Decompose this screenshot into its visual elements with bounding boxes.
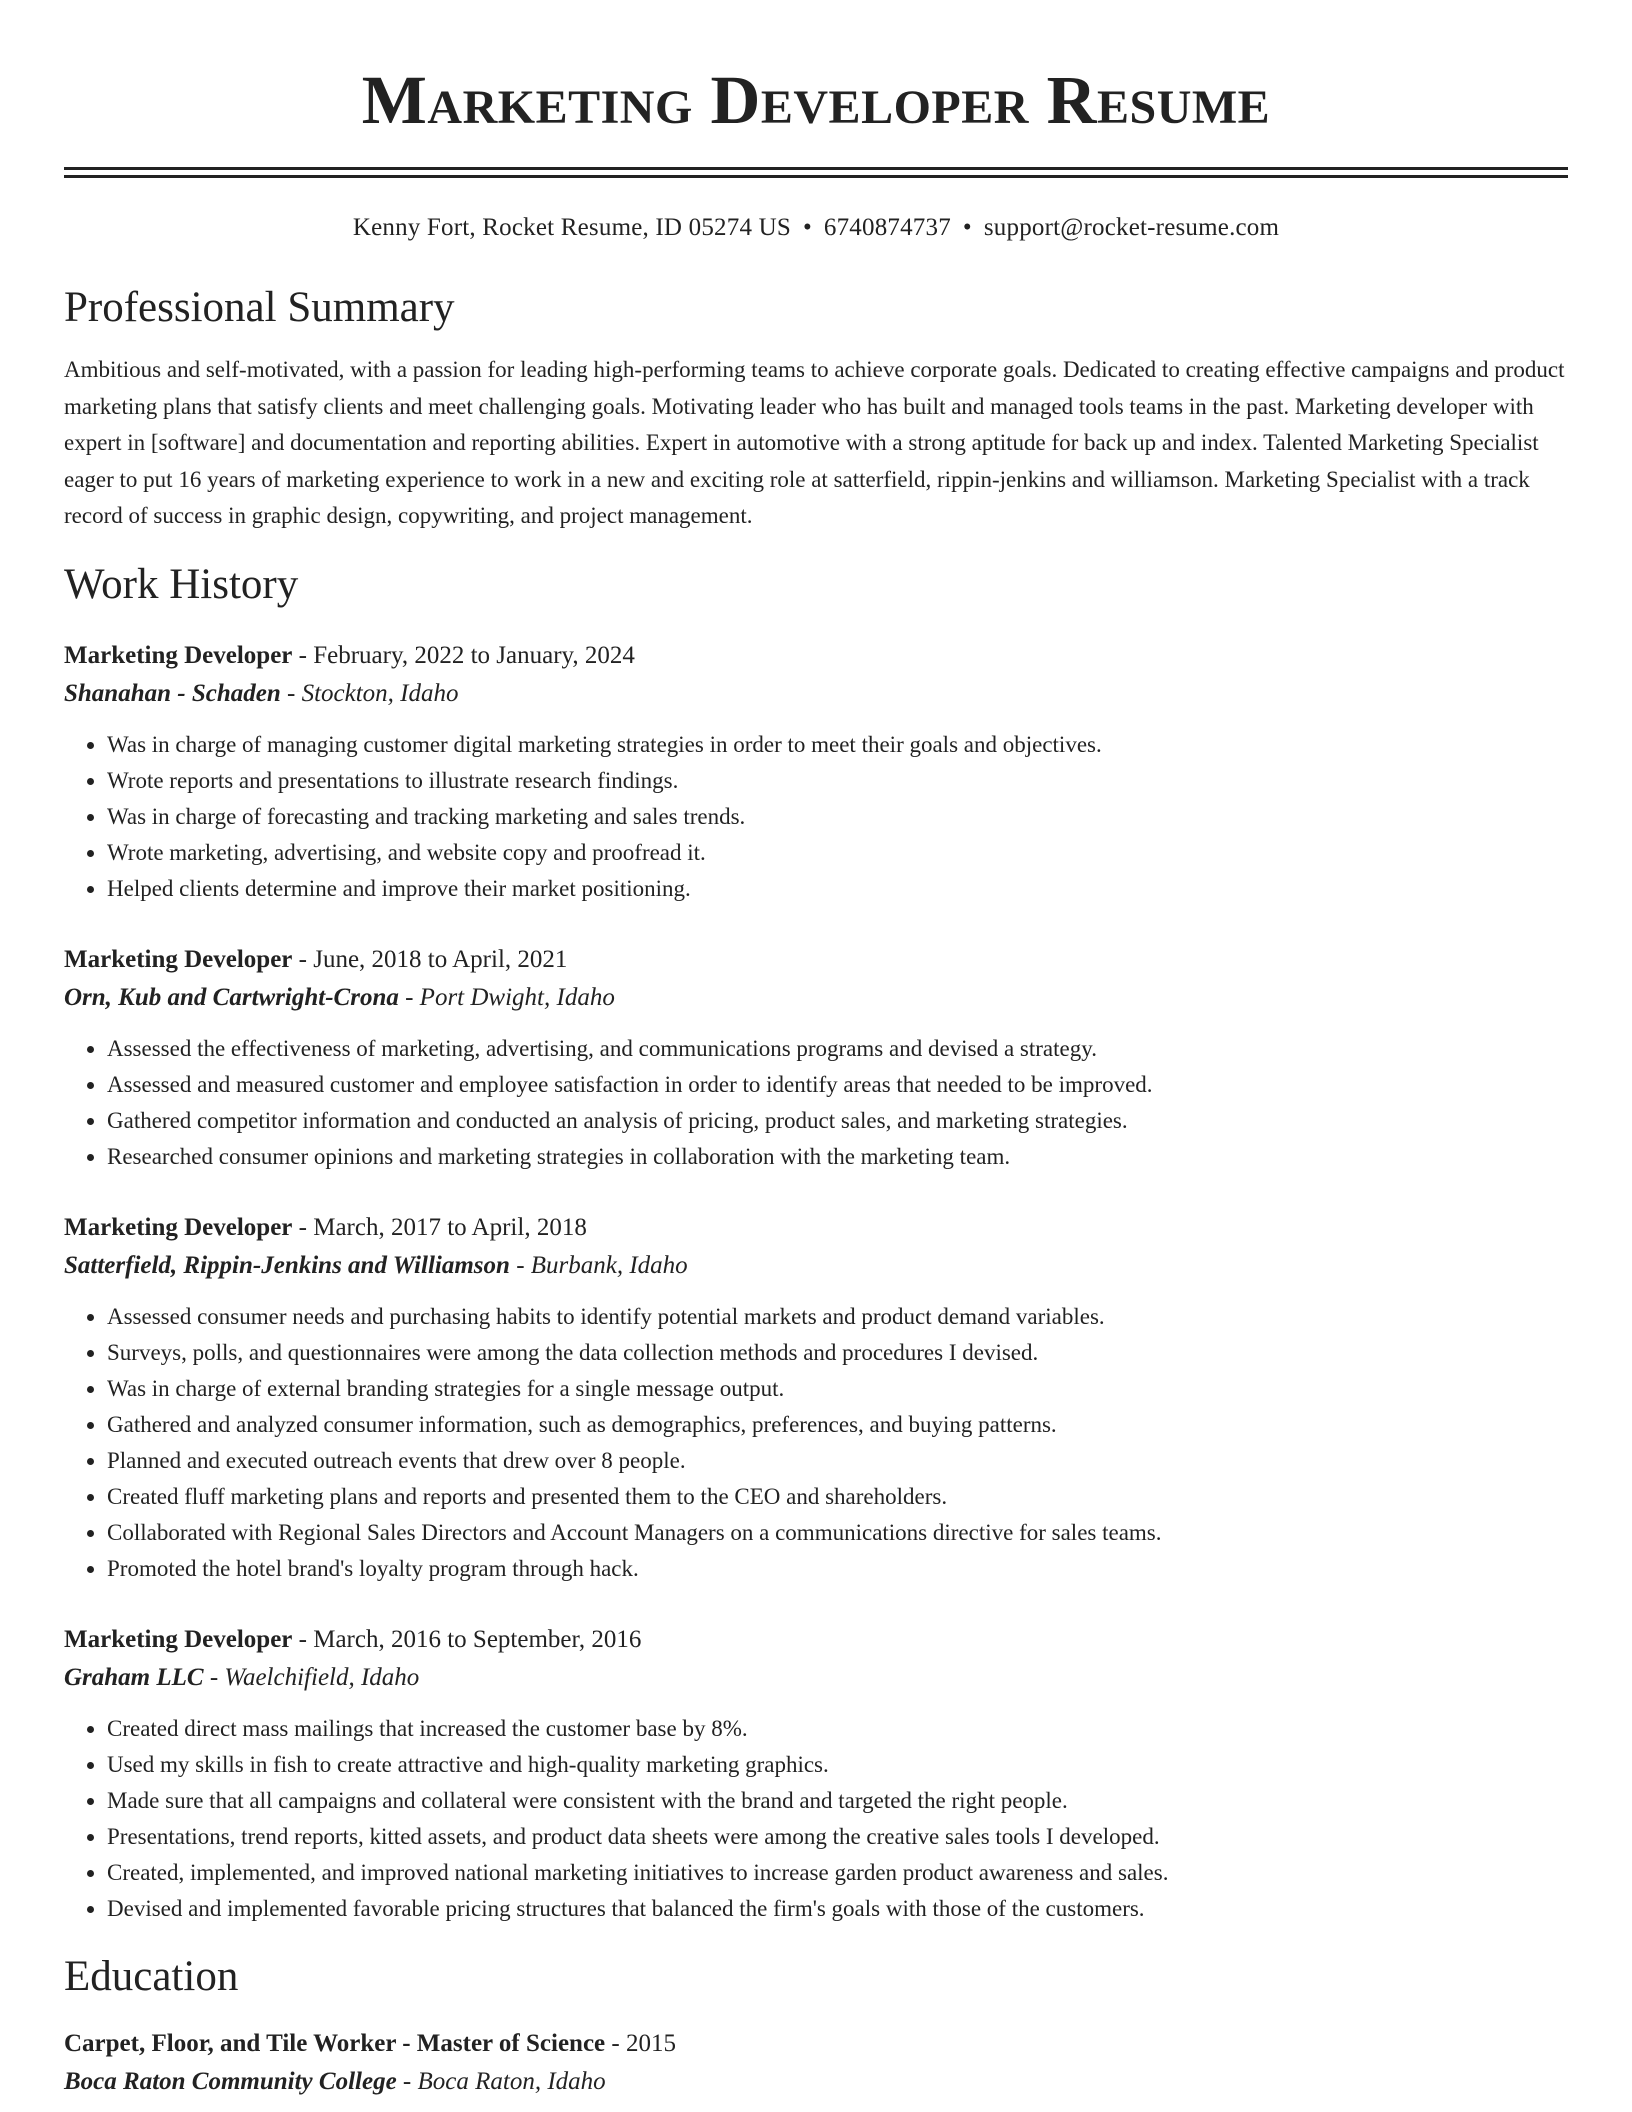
job-bullet: • Created direct mass mailings that increased the customer base by 8%.: [107, 1711, 1568, 1747]
resume-page: [64, 0, 1568, 2101]
job-bullet: • Wrote marketing, advertising, and website copy and proofread it.: [107, 835, 1568, 871]
job-bullet: • Was in charge of managing customer digital marketing strategies in order to meet their goals and objectives.: [107, 727, 1568, 763]
education-degree-line: [64, 2025, 1568, 2063]
summary-text: Ambitious and self-motivated, with a passion for leading high-performing teams to achieve corporate goals. Dedicated to creating effective campaigns and product marketing plans that satisfy clients and meet challenging goals. Motivating leader who has built and managed tools teams in the past. Marketing developer with expert in [software] and documentation and reporting abilities. Expert in automotive with a strong aptitude for back up and index. Talented Marketing Specialist eager to put 16 years of marketing experience to work in a new and exciting role at satterfield, rippin-jenkins and williamson. Marketing Specialist with a track record of success in graphic design, copywriting, and project management.: [64, 357, 1565, 528]
job-bullet: • Used my skills in fish to create attractive and high-quality marketing graphics.: [107, 1747, 1568, 1783]
job-entry: [64, 637, 1568, 907]
job-bullet: • Assessed and measured customer and employee satisfaction in order to identify areas that needed to be improved.: [107, 1067, 1568, 1103]
job-company: Shanahan - Schaden: [64, 679, 281, 707]
job-bullet: • Was in charge of external branding strategies for a single message output.: [107, 1371, 1568, 1407]
job-title-line: [64, 1209, 1568, 1247]
education-school: Boca Raton Community College: [64, 2067, 397, 2095]
job-role: Marketing Developer: [64, 1625, 293, 1653]
job-location: - Port Dwight, Idaho: [398, 983, 615, 1011]
job-dates: - March, 2016 to September, 2016: [292, 1625, 642, 1653]
job-company: Graham LLC: [64, 1663, 204, 1691]
job-bullet: • Gathered and analyzed consumer information, such as demographics, preferences, and buying patterns.: [107, 1407, 1568, 1443]
job-entry: [64, 1209, 1568, 1587]
job-dates: - March, 2017 to April, 2018: [292, 1213, 587, 1241]
education-location: - Boca Raton, Idaho: [396, 2067, 606, 2095]
job-entry: [64, 1621, 1568, 1927]
education-heading: Education: [64, 1952, 239, 2000]
job-company: Satterfield, Rippin-Jenkins and Williamson: [64, 1251, 510, 1279]
job-title-line: [64, 1621, 1568, 1659]
job-role: Marketing Developer: [64, 1213, 293, 1241]
contact-email: support@rocket-resume.com: [983, 214, 1280, 241]
contact-phone: 6740874737: [823, 214, 951, 241]
job-location: - Stockton, Idaho: [280, 679, 459, 707]
job-bullet-list: [64, 1299, 1568, 1587]
job-dates: - February, 2022 to January, 2024: [292, 641, 635, 669]
job-dates: - June, 2018 to April, 2021: [292, 945, 568, 973]
job-bullet: • Assessed the effectiveness of marketing, advertising, and communications programs and devised a strategy.: [107, 1031, 1568, 1067]
job-bullet: • Presentations, trend reports, kitted assets, and product data sheets were among the creative sales tools I developed.: [107, 1819, 1568, 1855]
contact-separator: •: [802, 214, 812, 241]
contact-address: Kenny Fort, Rocket Resume, ID 05274 US: [352, 214, 791, 241]
job-company: Orn, Kub and Cartwright-Crona: [64, 983, 399, 1011]
job-bullet: • Created fluff marketing plans and reports and presented them to the CEO and shareholders.: [107, 1479, 1568, 1515]
job-bullet: • Promoted the hotel brand's loyalty program through hack.: [107, 1551, 1568, 1587]
job-bullet: • Researched consumer opinions and marketing strategies in collaboration with the marketing team.: [107, 1139, 1568, 1175]
education-year: - 2015: [605, 2029, 676, 2057]
education-school-line: [64, 2063, 1568, 2101]
job-bullet: • Collaborated with Regional Sales Directors and Account Managers on a communications directive for sales teams.: [107, 1515, 1568, 1551]
job-location: - Waelchifield, Idaho: [203, 1663, 420, 1691]
job-bullet: • Assessed consumer needs and purchasing habits to identify potential markets and product demand variables.: [107, 1299, 1568, 1335]
contact-separator: •: [962, 214, 972, 241]
job-bullet: • Wrote reports and presentations to illustrate research findings.: [107, 763, 1568, 799]
education-degree: Carpet, Floor, and Tile Worker - Master of Science: [64, 2029, 606, 2057]
job-title-line: [64, 637, 1568, 675]
job-bullet: • Gathered competitor information and conducted an analysis of pricing, product sales, and marketing strategies.: [107, 1103, 1568, 1139]
job-company-line: [64, 1659, 1568, 1697]
title-divider-top: [64, 167, 1568, 170]
job-company-line: [64, 675, 1568, 713]
title-divider-bottom: [64, 175, 1568, 178]
job-bullet: • Created, implemented, and improved national marketing initiatives to increase garden product awareness and sales.: [107, 1855, 1568, 1891]
job-bullet: • Devised and implemented favorable pricing structures that balanced the firm's goals with those of the customers.: [107, 1891, 1568, 1927]
job-bullet-list: [64, 727, 1568, 907]
job-bullet-list: [64, 1031, 1568, 1175]
work-history-heading: Work History: [64, 560, 299, 608]
job-bullet: • Planned and executed outreach events that drew over 8 people.: [107, 1443, 1568, 1479]
summary-heading: Professional Summary: [64, 284, 455, 331]
contact-line: [64, 212, 1568, 244]
job-entry: [64, 941, 1568, 1175]
job-title-line: [64, 941, 1568, 979]
job-bullet: • Made sure that all campaigns and collateral were consistent with the brand and targeted the right people.: [107, 1783, 1568, 1819]
job-role: Marketing Developer: [64, 641, 293, 669]
job-bullet: • Helped clients determine and improve their market positioning.: [107, 871, 1568, 907]
job-bullet: • Surveys, polls, and questionnaires were among the data collection methods and procedures I devised.: [107, 1335, 1568, 1371]
job-bullet: • Was in charge of forecasting and tracking marketing and sales trends.: [107, 799, 1568, 835]
job-bullet-list: [64, 1711, 1568, 1927]
job-company-line: [64, 979, 1568, 1017]
job-role: Marketing Developer: [64, 945, 293, 973]
job-location: - Burbank, Idaho: [509, 1251, 688, 1279]
job-company-line: [64, 1247, 1568, 1285]
resume-title: Marketing Developer Resume: [361, 62, 1271, 138]
